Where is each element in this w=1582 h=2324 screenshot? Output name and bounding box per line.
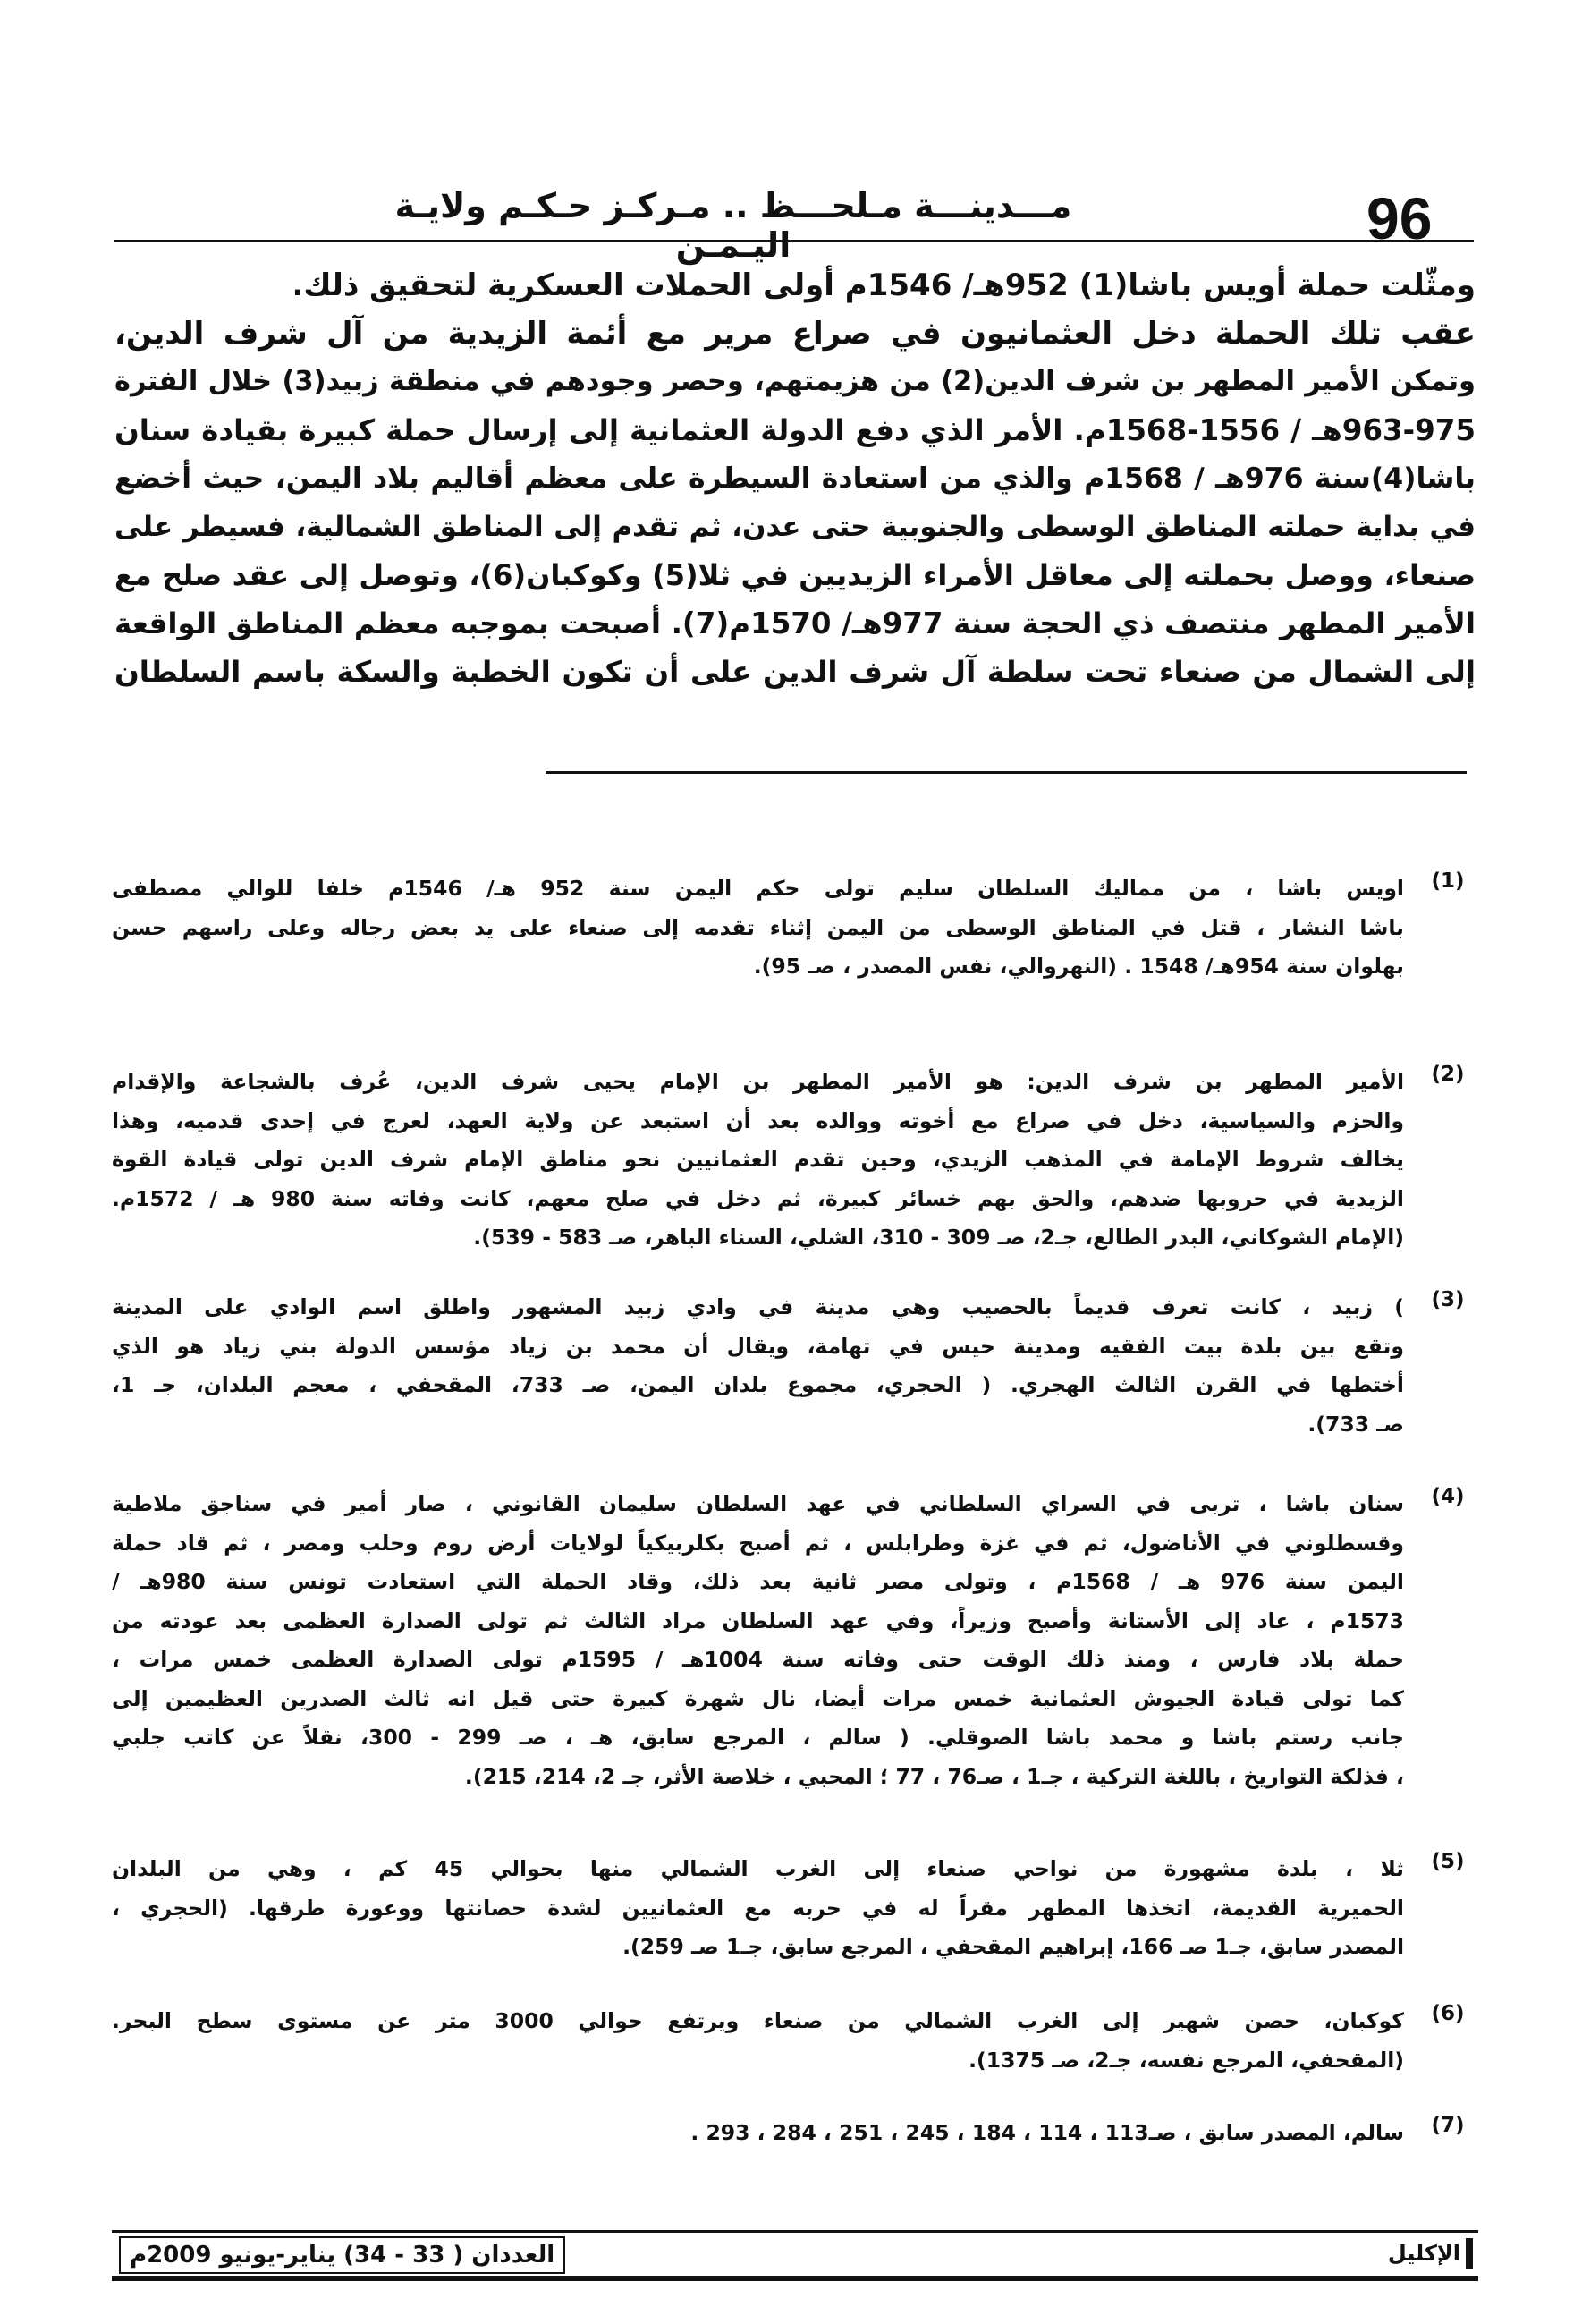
body-line: 963-975هـ / 1556-1568م. الأمر الذي دفع الدولة العثمانية إلى إرسال حملة كبيرة بقيادة سنان (114, 413, 1476, 447)
footnote-line: يخالف شروط الإمامة في المذهب الزيدي، وحين تقدم العثمانيين نحو مناطق الإمام شرف الدين تولى قيادة القوة (112, 1147, 1404, 1172)
issue-label: العددان ( 33 - 34) يناير-يونيو 2009م (119, 2236, 565, 2274)
body-line: وتمكن الأمير المطهر بن شرف الدين(2) من هزيمتهم، وحصر وجودهم في منطقة زبيد(3) خلال الفترة (114, 366, 1476, 397)
page-footer (112, 2230, 1478, 2281)
footnote-line: والحزم والسياسية، دخل في صراع مع أخوته ووالده بعد أن استبعد عن ولاية العهد، لعرج في إحدى قدميه، وهذا (112, 1107, 1404, 1133)
footnote-4 (112, 1485, 1476, 1796)
footnote-line: سنان باشا ، تربى في السراي السلطاني في عهد السلطان سليمان القانوني ، صار أمير في سناجق ملاطية (112, 1491, 1404, 1516)
page-number: 96 (1366, 185, 1433, 251)
footnote-1 (112, 869, 1476, 987)
footnote-line: اويس باشا ، من مماليك السلطان سليم تولى حكم اليمن سنة 952 هـ/ 1546م خلفا للوالي مصطفى (112, 876, 1404, 901)
body-line: صنعاء، ووصل بحملته إلى معاقل الأمراء الزيديين في ثلا(5) وكوكبان(6)، وتوصل إلى عقد صلح مع (114, 558, 1476, 592)
footnote-line: حملة بلاد فارس ، ومنذ ذلك الوقت حتى وفاته سنة 1004هـ / 1595م تولى الصدارة العظمى خمس مرات ، (112, 1647, 1404, 1672)
footnote-line: أختطها في القرن الثالث الهجري. ( الحجري، مجموع بلدان اليمن، صـ 733، المقحفي ، معجم البلدان، جـ 1، (112, 1372, 1404, 1397)
footnote-line: (المقحفي، المرجع نفسه، جـ2، صـ 1375). (969, 2047, 1404, 2073)
footnote-line: سالم، المصدر سابق ، صـ113 ، 114 ، 184 ، 245 ، 251 ، 284 ، 293 . (690, 2120, 1404, 2145)
running-header-title: مـــدينـــة مـلحـــظ .. مـركـز حـكـم ولايـة اليـمـن (394, 186, 1072, 265)
footnote-line: وقسطلوني في الأناضول، ثم في غزة وطرابلس ، ثم أصبح بكلربيكياً لولايات أرض روم وحلب ومصر ، ثم قاد حملة (112, 1530, 1404, 1556)
body-line: الأمير المطهر منتصف ذي الحجة سنة 977هـ/ 1570م(7). أصبحت بموجبه معظم المناطق الواقعة (114, 606, 1476, 640)
body-line: في بداية حملته المناطق الوسطى والجنوبية حتى عدن، ثم تقدم إلى المناطق الشمالية، فسيطر على (114, 511, 1476, 543)
footnote-line: وتقع بين بلدة بيت الفقيه ومدينة حيس في تهامة، ويقال أن محمد بن زياد مؤسس الدولة بني زياد هو الذي (112, 1333, 1404, 1359)
footnote-line: اليمن سنة 976 هـ / 1568م ، وتولى مصر ثانية بعد ذلك، وقاد الحملة التي استعادت تونس سنة 980هـ / (112, 1569, 1404, 1594)
body-line: باشا(4)سنة 976هـ / 1568م والذي من استعادة السيطرة على معظم أقاليم بلاد اليمن، حيث أخضع (114, 462, 1476, 495)
footnote-line: 1573م ، عاد إلى الأستانة وأصبح وزيراً، وفي عهد السلطان مراد الثالث ثم تولى الصدارة العظمى بعد عودته من (112, 1607, 1404, 1633)
footnote-line: بهلوان سنة 954هـ/ 1548 . (النهروالي، نفس المصدر ، صـ 95). (753, 954, 1404, 979)
footnote-line: ، فذلكة التواريخ ، باللغة التركية ، جـ1 ، صـ76 ، 77 ؛ المحبي ، خلاصة الأثر، جـ 2، 214، 215). (464, 1763, 1404, 1789)
footnote-number: (5) (1431, 1850, 1465, 1873)
footnote-line: كما تولى قيادة الجيوش العثمانية خمس مرات أيضا، نال شهرة كبيرة حتى قيل انه ثالث الصدرين العظيمين إلى (112, 1685, 1404, 1711)
footnote-line: الزيدية في حروبها ضدهم، والحق بهم خسائر كبيرة، ثم دخل في صلح معهم، كانت وفاته سنة 980 هـ / 1572م. (112, 1185, 1404, 1211)
footnote-line: ) زبيد ، كانت تعرف قديماً بالحصيب وهي مدينة في وادي زبيد المشهور واطلق اسم الوادي على المدينة (112, 1294, 1404, 1319)
footnote-6 (112, 2002, 1476, 2080)
body-paragraph (114, 261, 1476, 696)
footnote-number: (2) (1431, 1063, 1465, 1086)
body-line: إلى الشمال من صنعاء تحت سلطة آل شرف الدين على أن تكون الخطبة والسكة باسم السلطان (114, 655, 1476, 689)
body-line: عقب تلك الحملة دخل العثمانيون في صراع مرير مع أئمة الزيدية من آل شرف الدين، (114, 316, 1476, 352)
footnote-2 (112, 1063, 1476, 1258)
footnote-line: جانب رستم باشا و محمد باشا الصوقلي. ( سالم ، المرجع سابق، هـ ، صـ 299 - 300، نقلاً عن كاتب جلبي (112, 1725, 1404, 1750)
footnote-line: المصدر سابق، جـ1 صـ 166، إبراهيم المقحفي ، المرجع سابق، جـ1 صـ 259). (622, 1934, 1404, 1959)
footnote-number: (3) (1431, 1288, 1465, 1311)
body-line: ومثّلت حملة أويس باشا(1) 952هـ/ 1546م أولى الحملات العسكرية لتحقيق ذلك. (292, 267, 1476, 303)
footnote-number: (6) (1431, 2002, 1465, 2025)
footnote-separator (546, 771, 1467, 774)
footnote-5 (112, 1850, 1476, 1967)
footnote-number: (1) (1431, 869, 1465, 893)
footnote-number: (4) (1431, 1485, 1465, 1508)
footnote-line: باشا النشار ، قتل في المناطق الوسطى من اليمن إثناء تقدمه إلى صنعاء على يد بعض رجاله وعلى راسهم حسن (112, 914, 1404, 940)
footnote-line: الأمير المطهر بن شرف الدين: هو الأمير المطهر بن الإمام يحيى شرف الدين، عُرف بالشجاعة والإقدام (112, 1069, 1404, 1094)
footnote-3 (112, 1288, 1476, 1444)
footnote-line: كوكبان، حصن شهير إلى الغرب الشمالي من صنعاء ويرتفع حوالي 3000 متر عن مستوى سطح البحر. (112, 2008, 1405, 2033)
footnote-7 (112, 2114, 1476, 2153)
footnote-line: (الإمام الشوكاني، البدر الطالع، جـ2، صـ 309 - 310، الشلي، السناء الباهر، صـ 583 - 539). (473, 1225, 1404, 1250)
footnote-line: ثلا ، بلدة مشهورة من نواحي صنعاء إلى الغرب الشمالي منها بحوالي 45 كم ، وهي من البلدان (112, 1856, 1404, 1881)
header-rule (114, 240, 1474, 242)
footnote-number: (7) (1431, 2114, 1465, 2137)
footnote-line: الحميرية القديمة، اتخذها المطهر مقراً له في حربه مع العثمانيين لشدة حصانتها ووعورة طرقها. (الحجري ، (112, 1895, 1404, 1921)
footnote-line: صـ 733). (1307, 1411, 1404, 1437)
journal-logo: الإكليل (1388, 2238, 1473, 2269)
